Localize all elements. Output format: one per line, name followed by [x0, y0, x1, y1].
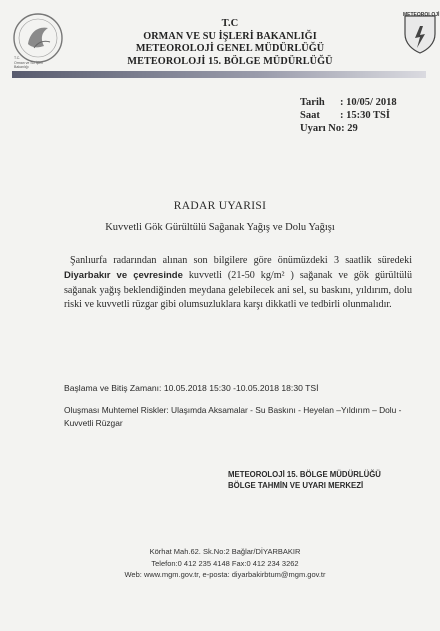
letterhead-regional-directorate: METEOROLOJİ 15. BÖLGE MÜDÜRLÜĞÜ — [127, 55, 333, 67]
date-row — [300, 96, 397, 109]
time-label: Saat — [300, 110, 320, 121]
document-title: RADAR UYARISI — [173, 200, 267, 212]
possible-risks-text: Ulaşımda Aksamalar - Su Baskını - Heyelan –Yıldırım – Dolu - Kuvvetli Rüzgar — [64, 405, 402, 428]
letterhead — [80, 18, 380, 68]
signature-center: BÖLGE TAHMİN VE UYARI MERKEZİ — [228, 480, 364, 490]
meteorology-logo-label: METEOROLOJİ — [403, 12, 440, 18]
possible-risks — [64, 404, 416, 429]
ministry-logo-text: T.C. Orman ve Su İşleri Bakanlığı — [14, 56, 43, 69]
document-meta — [300, 96, 397, 135]
footer-contact — [100, 546, 350, 581]
start-end-time: Başlama ve Bitiş Zamanı: 10.05.2018 15:30 -10.05.2018 18:30 TSİ — [64, 383, 319, 393]
letterhead-ministry: ORMAN VE SU İŞLERİ BAKANLIĞI — [143, 30, 317, 42]
footer-web: Web: www.mgm.gov.tr, e-posta: diyarbakirbtum@mgm.gov.tr — [124, 570, 326, 579]
warning-number-row — [300, 122, 397, 135]
footer-address: Körhat Mah.62. Sk.No:2 Bağlar/DİYARBAKIR — [149, 547, 301, 556]
date-value: : 10/05/ 2018 — [340, 97, 397, 108]
warning-body-part1: Şanlıurfa radarından alınan son bilgilere göre önümüzdeki 3 saatlik süredeki — [70, 255, 412, 266]
time-row — [300, 109, 397, 122]
warning-number: Uyarı No: 29 — [300, 123, 358, 134]
warning-body — [64, 254, 412, 313]
time-value: : 15:30 TSİ — [340, 110, 390, 121]
letterhead-tc: T.C — [221, 18, 239, 29]
document-subtitle: Kuvvetli Gök Gürültülü Sağanak Yağış ve Dolu Yağışı — [105, 222, 335, 233]
signature-block — [228, 470, 428, 491]
possible-risks-label: Oluşması Muhtemel Riskler: — [64, 405, 169, 415]
signature-directorate: METEOROLOJİ 15. BÖLGE MÜDÜRLÜĞÜ — [228, 470, 381, 479]
warning-body-part2: kuvvetli (21-50 kg/m² ) sağanak ve gök gürültülü sağanak yağış beklendiğinden meydana gelebilecek ani sel, su baskını, yıldırım, dolu riski ve kuvvetli rüzgar gibi olumsuzluklara karşı dikkatli ve tedbirli olunmalıdır. — [64, 269, 412, 311]
footer-phone: Telefon:0 412 235 4148 Fax:0 412 234 3262 — [151, 558, 299, 568]
letterhead-general-directorate: METEOROLOJİ GENEL MÜDÜRLÜĞÜ — [135, 43, 325, 54]
warning-body-location: Diyarbakır ve çevresinde — [64, 269, 183, 281]
header-divider-bar — [12, 71, 426, 78]
date-label: Tarih — [300, 97, 325, 108]
